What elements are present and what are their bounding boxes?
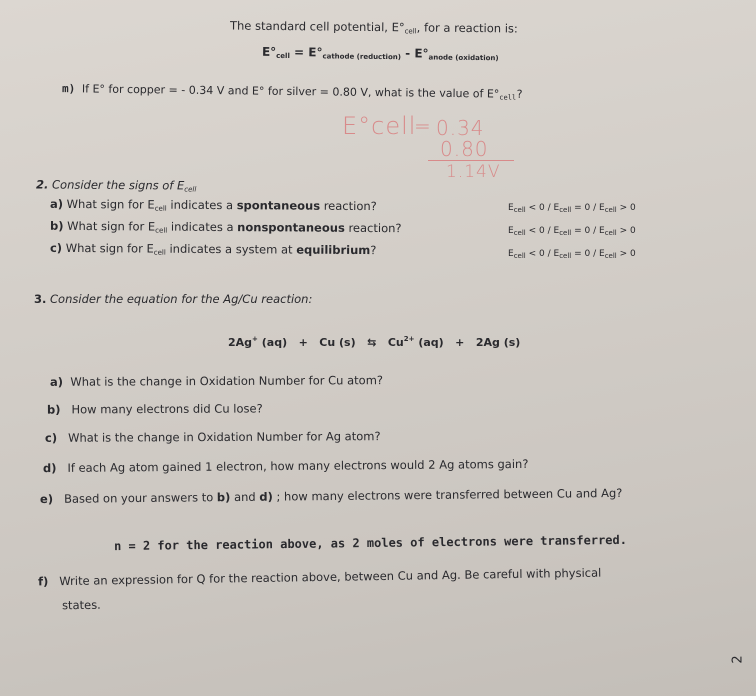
formula-eq: = E°: [289, 45, 323, 60]
question-2-text: Consider the signs of E: [51, 177, 185, 193]
option-sub: cell: [604, 206, 617, 214]
formula-lhs: E°: [261, 44, 277, 59]
intro-text-end: , for a reaction is:: [416, 20, 518, 36]
item-text: Write an expression for Q for the reaction above, between Cu and Ag. Be careful with physical: [59, 565, 602, 589]
eq-part: (aq) + 2Ag (s): [414, 336, 521, 349]
item-text-end: indicates a system at: [165, 241, 297, 257]
sign-options-c: [508, 249, 636, 260]
question-3-label: 3.: [34, 292, 47, 306]
option-e: E: [508, 203, 514, 213]
question-3: [34, 292, 312, 306]
option-e: E: [508, 249, 514, 259]
item-sub: cell: [153, 248, 166, 257]
option-sub: cell: [513, 206, 526, 214]
question-m-label: m): [61, 82, 76, 96]
item-bold: b): [216, 490, 231, 505]
handwritten-value-1: 0.34: [436, 116, 485, 140]
sign-options-a: [508, 203, 636, 214]
item-text: If each Ag atom gained 1 electron, how many electrons would 2 Ag atoms gain?: [67, 456, 529, 475]
item-sub: cell: [155, 226, 168, 235]
item-text: What is the change in Oxidation Number for Ag atom?: [68, 429, 381, 445]
item-bold: spontaneous: [236, 198, 321, 213]
option-sub: cell: [559, 229, 572, 237]
eq-part: (aq) + Cu (s) ⇆ Cu: [257, 336, 404, 349]
option-sub: cell: [513, 252, 526, 260]
option-sub: cell: [513, 229, 526, 237]
cell-potential-formula: [262, 45, 499, 62]
option-end: > 0: [619, 226, 636, 236]
intro-text: The standard cell potential, E°: [229, 18, 405, 35]
handwritten-result: 1.14V: [446, 162, 501, 182]
item-label: b): [49, 218, 64, 233]
question-2: [36, 177, 196, 193]
item-text: What is the change in Oxidation Number for Cu atom?: [70, 373, 384, 389]
question-3f-cont: states.: [61, 597, 101, 613]
item-label: b): [46, 402, 61, 417]
option-mid: = 0 / E: [574, 203, 605, 213]
question-3f: [38, 566, 601, 589]
item-label: f): [37, 574, 49, 589]
question-m-end: ?: [516, 87, 523, 101]
question-3d: [43, 457, 529, 475]
question-2c: [50, 241, 376, 258]
n-statement: n = 2 for the reaction above, as 2 moles of electrons were transferred.: [113, 532, 628, 554]
item-label: c): [44, 430, 58, 445]
option-mid: < 0 / E: [528, 203, 560, 213]
eq-sup: 2+: [403, 335, 415, 343]
option-mid: = 0 / E: [574, 249, 605, 259]
question-2-label: 2.: [35, 177, 49, 192]
option-sub: cell: [559, 252, 572, 260]
option-sub: cell: [604, 229, 617, 237]
item-text: Based on your answers to: [63, 490, 217, 506]
option-e: E: [508, 226, 514, 236]
item-text: What sign for E: [65, 240, 154, 256]
item-text-end: indicates a: [166, 197, 237, 213]
option-end: > 0: [619, 203, 636, 213]
handwritten-sum-line: [428, 160, 514, 161]
item-tail: reaction?: [344, 220, 402, 236]
item-tail: reaction?: [320, 198, 377, 214]
question-m-text: If E° for copper = - 0.34 V and E° for silver = 0.80 V, what is the value of E°: [81, 82, 500, 101]
item-tail: ?: [370, 243, 377, 258]
handwritten-value-2: 0.80: [440, 137, 489, 161]
item-text: What sign for E: [67, 218, 156, 234]
sign-options-b: [508, 226, 636, 237]
question-3b: [47, 401, 263, 416]
formula-cathode-sub: cathode (reduction): [322, 52, 402, 62]
formula-anode-sub: anode (oxidation): [428, 53, 499, 63]
question-3e: [40, 486, 622, 506]
item-text: and: [230, 489, 260, 505]
intro-line: [230, 18, 518, 36]
item-text: ; how many electrons were transferred between Cu and Ag?: [272, 485, 623, 504]
question-2b: [50, 219, 402, 236]
handwritten-ecell: E°cell: [342, 112, 417, 140]
formula-lhs-sub: cell: [276, 51, 290, 61]
eq-sup: +: [252, 335, 258, 343]
item-sub: cell: [154, 204, 167, 213]
option-mid: = 0 / E: [574, 226, 605, 236]
question-m: [62, 82, 523, 102]
option-mid: < 0 / E: [528, 249, 560, 259]
item-bold: d): [259, 489, 273, 504]
option-sub: cell: [559, 206, 572, 214]
intro-sub: cell: [404, 27, 417, 36]
option-end: > 0: [619, 249, 636, 259]
item-label: c): [49, 240, 63, 255]
question-2a: [50, 197, 377, 214]
question-2-sub: cell: [184, 185, 197, 194]
option-mid: < 0 / E: [528, 226, 560, 236]
item-text-end: indicates a: [167, 219, 238, 235]
item-bold: equilibrium: [296, 242, 371, 258]
handwritten-equals: =: [414, 114, 432, 138]
page-number: 2: [730, 655, 746, 664]
formula-minus: - E°: [400, 46, 429, 61]
item-label: a): [49, 196, 64, 211]
question-3-text: Consider the equation for the Ag/Cu reaction:: [50, 292, 313, 306]
item-text: How many electrons did Cu lose?: [71, 401, 263, 417]
ag-cu-equation: [228, 335, 520, 349]
question-m-sub: cell: [499, 93, 517, 102]
item-label: a): [49, 374, 64, 389]
question-3c: [45, 429, 381, 445]
question-3a: [50, 373, 383, 389]
eq-part: 2Ag: [228, 336, 253, 349]
item-bold: nonspontaneous: [237, 220, 345, 235]
option-sub: cell: [604, 252, 617, 260]
item-label: d): [42, 461, 57, 476]
item-label: e): [39, 491, 54, 507]
item-text: What sign for E: [66, 196, 155, 212]
